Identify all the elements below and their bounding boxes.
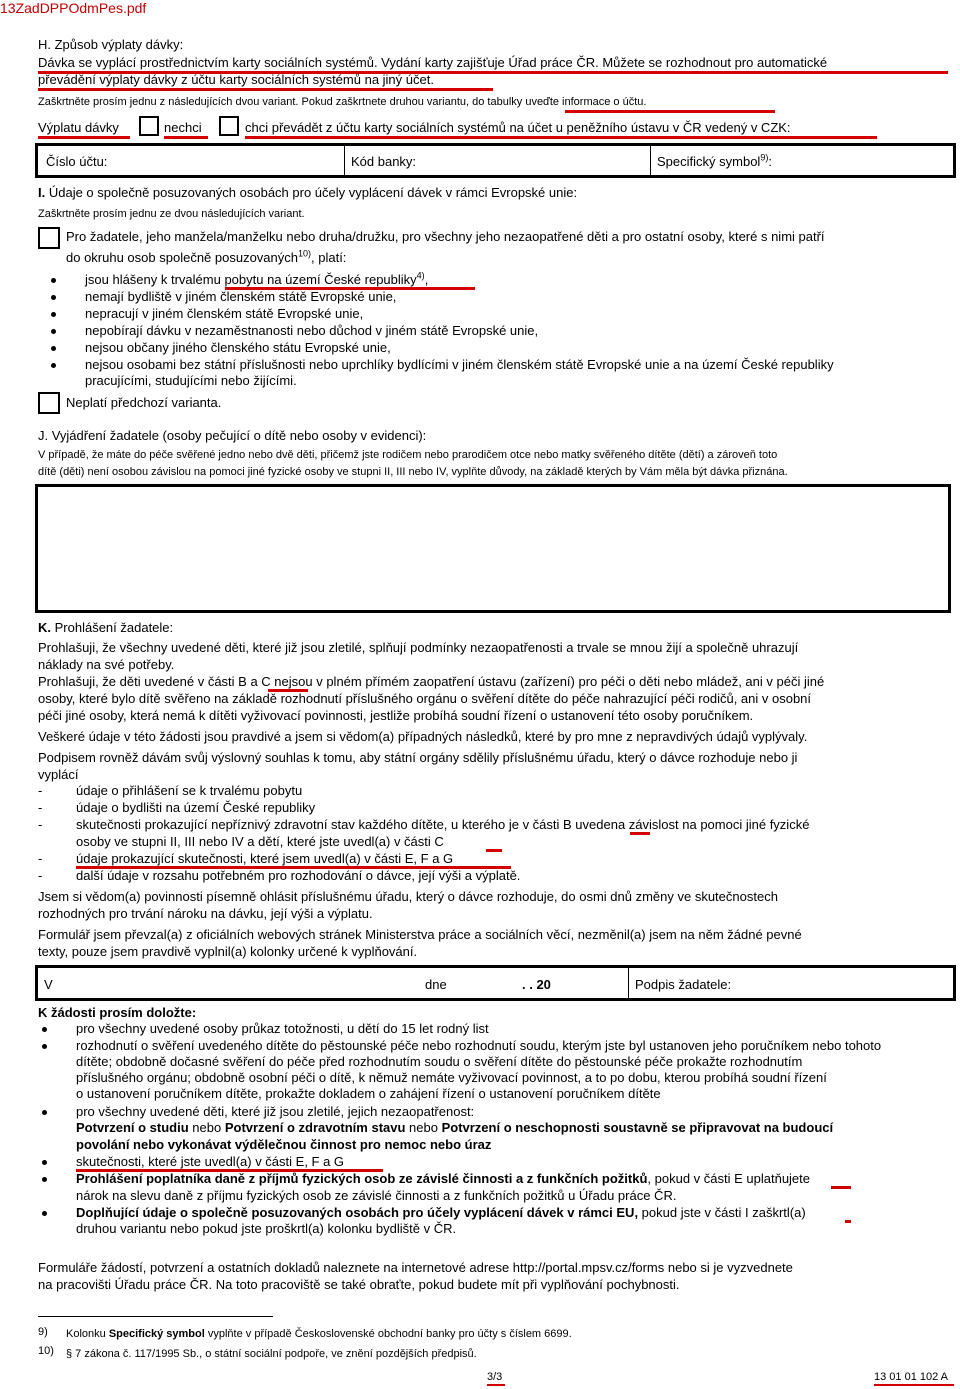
highlight-underline [831,1186,851,1189]
list-item: nejsou občany jiného členského státu Evropské unie, [85,340,391,355]
highlight-underline [874,1384,954,1386]
date-field[interactable] [425,977,447,998]
declaration-line: Podpisem rovněž dávám svůj výslovný souhlas k tomu, aby státní orgány sdělily příslušnému úřadu, který o dávce rozhoduje nebo ji [38,750,798,765]
list-item: jsou hlášeny k trvalému pobytu na území České republiky$^{4)}$, [85,270,429,287]
list-item: rozhodnutí o svěření uvedeného dítěte do pěstounské péče nebo rozhodnutí soudu, kterým jste byl ustanoven jeho poručníkem nebo tohoto [76,1038,882,1053]
list-item: Doplňující údaje o společně posuzovaných osobách pro účely vyplácení dávek v rámci EU, pokud jste v části I zaškrtl(a) [76,1205,806,1220]
list-item-continuation: dítěte; obdobně dočasné svěření do péče před rozhodnutím soudu o svěření dítěte do pěstounské péče prokažte rozhodnutím [76,1054,803,1069]
highlight-underline [38,136,130,139]
list-item-continuation: pracujícími, studujícími nebo žijícími. [85,373,297,388]
checkbox-eu-option2[interactable] [38,392,60,414]
highlight-underline [245,136,877,139]
section-k-title: Prohlášení žadatele: [51,620,174,635]
section-i-title: Údaje o společně posuzovaných osobách pro účely vyplácení dávek v rámci Evropské unie: [45,185,578,200]
bank-code-label: Kód banky: [351,154,417,169]
place-field[interactable] [44,977,53,998]
highlight-underline [630,832,650,835]
highlight-underline [486,849,502,852]
list-item-continuation: o ustanovení poručníkem dítěte, prokažte dokladem o zahájení řízení o ustanovení poručníkem dítěte [76,1086,661,1101]
declaration-line: rozhodných pro trvání nároku na dávku, její výši a výplatu. [38,906,373,921]
account-number-label: Číslo účtu: [46,154,108,169]
date-year-prefix: . . 20 [522,977,551,992]
list-item: skutečnosti, které jste uvedl(a) v části E, F a G [76,1154,345,1169]
checkbox-chci[interactable] [219,116,239,136]
signature-label: Podpis žadatele: [635,977,732,992]
declaration-line: vyplácí [38,767,79,782]
footnote-ref: 10) [298,248,312,259]
signature-field[interactable] [635,977,731,998]
footnote-ref: 9) [760,152,769,163]
footnote-ref: 4) [416,270,425,281]
declaration-line: osoby, které bylo dítě svěřeno na základě rozhodnutí příslušného orgánu o svěření dítěte do péče nahrazující péči rodičů, ani v osobní [38,691,812,706]
dash-marker: - [38,868,43,883]
specific-symbol-label: Specifický symbol [657,154,761,169]
eu-option1-line2 [66,250,346,266]
list-item: pro všechny uvedené osoby průkaz totožnosti, u dětí do 15 let rodný list [76,1021,489,1036]
option-nechci-label: nechci [164,120,202,135]
section-i-heading [38,185,577,201]
eu-option2-label: Neplatí předchozí varianta. [66,395,222,410]
eu-option1-text: do okruhu osob společně posuzovaných [66,250,298,265]
declaration-line: Formulář jsem převzal(a) z oficiálních webových stránek Ministerstva práce a sociálních věcí, nezměnil(a) jsem na něm žádné pevné [38,927,802,942]
eu-option1-line1: Pro žadatele, jeho manžela/manželku nebo druha/družku, pro všechny jeho nezaopatřené děti a pro ostatní osoby, které s nimi patří [66,229,825,244]
list-item: Prohlášení poplatníka daně z příjmů fyzických osob ze závislé činnosti a z funkčních požitků, pokud v části E uplatňujete [76,1171,811,1186]
declaration-line: texty, pouze jsem pravdivě vyplnil(a) kolonky určené k vyplňování. [38,944,418,959]
declaration-line: péči jiné osoby, která nemá k dítěti vyživovací povinnosti, jestliže probíhá soudní řízení o ustanovení této osoby poručníkem. [38,708,754,723]
specific-symbol-field[interactable] [657,154,772,175]
section-h-line2: převádění výplaty dávky z účtu karty sociálních systémů na jiný účet. [38,72,434,87]
list-item-continuation: Potvrzení o studiu nebo Potvrzení o zdravotním stavu nebo Potvrzení o neschopnosti soustavně se připravovat na budoucí [76,1120,834,1135]
highlight-underline [38,88,493,91]
section-h-note: Zaškrtněte prosím jednu z následujících dvou variant. Pokud zaškrtnete druhou variantu, do tabulky uveďte informace o účtu. [38,96,647,108]
signature-table [35,965,956,1001]
consent-item: další údaje v rozsahu potřebném pro rozhodování o dávce, její výši a výplatě. [76,868,521,883]
page-number: 3/3 [487,1371,503,1383]
highlight-underline [845,1220,851,1223]
reason-textarea[interactable] [35,484,951,613]
list-item: nepobírají dávku v nezaměstnanosti nebo důchod v jiném státě Evropské unie, [85,323,539,338]
list-item-continuation: druhou variantu nebo pokud jste proškrtl(a) kolonku bydliště v ČR. [76,1221,457,1236]
section-j-line2: dítě (děti) není osobou závislou na pomoci jiné fyzické osoby ve stupni II, III nebo IV, vyplňte důvody, na základě kterých by Vám měla být dávka přiznána. [38,466,788,478]
eu-option1-suffix: , platí: [311,250,347,265]
highlight-underline [487,1384,505,1386]
file-tab-label[interactable]: 13ZadDPPOdmPes.pdf [0,0,147,16]
list-item-continuation: příslušného orgánu; obdobně osobní péči o dítě, k němuž nemáte vyživovací povinnost, a to po dobu, kterou probíhá soudní řízení [76,1070,827,1085]
section-letter: I. [38,185,46,200]
dash-marker: - [38,851,43,866]
list-item: nepracují v jiném členském státě Evropské unie, [85,306,364,321]
footer-info-line: na pracovišti Úřadu práce ČR. Na toto pracoviště se také obraťte, pokud budete mít při vyplňování pochybnosti. [38,1277,680,1292]
list-item-continuation: povolání nebo vykonávat výdělečnou činnost pro nemoc nebo úraz [76,1137,492,1152]
list-item: nemají bydliště v jiném členském státě Evropské unie, [85,289,397,304]
section-k-heading [38,620,173,636]
checkbox-eu-option1[interactable] [38,227,60,249]
consent-item: údaje o přihlášení se k trvalému pobytu [76,783,303,798]
payout-label: Výplatu dávky [38,120,119,135]
bank-code-field[interactable] [351,154,416,175]
checkbox-nechci[interactable] [139,116,159,136]
declaration-line: náklady na své potřeby. [38,657,175,672]
bank-account-table [35,143,956,178]
declaration-line: Prohlašuji, že děti uvedené v části B a C nejsou v plném přímém zaopatření ústavu (zařízení) pro péči o děti nebo mládež, ani v péči jiné [38,674,825,689]
account-number-field[interactable] [46,154,107,175]
section-i-note: Zaškrtněte prosím jednu ze dvou následujících variant. [38,208,305,220]
footnote-divider [38,1316,273,1317]
consent-item: skutečnosti prokazující nepříznivý zdravotní stav každého dítěte, u kterého je v části B uvedena závislost na pomoci jiné fyzické [76,817,810,832]
footnote-number: 10) [38,1345,54,1357]
section-j-line1: V případě, že máte do péče svěřené jedno nebo dvě děti, přičemž jste rodičem nebo prarodičem otce nebo matky svěřeného dítěte (dětí) a zároveň toto [38,449,778,461]
declaration-line: Veškeré údaje v této žádosti jsou pravdivé a jsem si vědom(a) případných následků, které by pro mne z nepravdivých údajů vyplývaly. [38,729,808,744]
consent-item: údaje o bydlišti na území České republiky [76,800,316,815]
dash-marker: - [38,800,43,815]
footnote-number: 9) [38,1326,48,1338]
declaration-line: Prohlašuji, že všechny uvedené děti, které již jsou zletilé, splňují podmínky nezaopatřenosti a trvale se mnou žijí a společně uhrazují [38,640,799,655]
date-label: dne [425,977,447,992]
section-h-heading: H. Způsob výplaty dávky: [38,37,184,52]
consent-item: osoby ve stupni II, III nebo IV a dětí, které jste uvedl(a) v části C [76,834,444,849]
list-item: pro všechny uvedené děti, které již jsou zletilé, jejich nezaopatřenost: [76,1104,475,1119]
footer-info-line: Formuláře žádostí, potvrzení a ostatních dokladů naleznete na internetové adrese http://portal.mpsv.cz/forms nebo si je vyzvednete [38,1260,793,1275]
dash-marker: - [38,817,43,832]
list-item: nejsou osobami bez státní příslušnosti nebo uprchlíky bydlícími v jiném členském státě Evropské unie a na území České republiky [85,357,834,372]
section-letter: K. [38,620,51,635]
declaration-line: Jsem si vědom(a) povinnosti písemně ohlásit příslušnému úřadu, který o dávce rozhoduje, do osmi dnů změny ve skutečnostech [38,889,778,904]
section-j-heading: J. Vyjádření žadatele (osoby pečující o dítě nebo osoby v evidenci): [38,428,427,443]
form-code: 13 01 01 102 A [874,1371,949,1383]
consent-item: údaje prokazující skutečnosti, které jsem uvedl(a) v části E, F a G [76,851,454,866]
list-item-continuation: nárok na slevu daně z příjmu fyzických osob ze závislé činnosti a z funkčních požitků u Úřadu práce ČR. [76,1188,677,1203]
highlight-underline [164,136,208,139]
attachments-heading: K žádosti prosím doložte: [38,1005,197,1020]
dash-marker: - [38,783,43,798]
option-chci-label: chci převádět z účtu karty sociálních systémů na účet u peněžního ústavu v ČR vedený v CZK: [245,120,791,135]
footnote-text: § 7 zákona č. 117/1995 Sb., o státní sociální podpoře, ve znění pozdějších předpisů. [66,1348,477,1360]
place-label: V [44,977,53,992]
footnote-text: Kolonku Specifický symbol vyplňte v případě Československé obchodní banky pro účty s číslem 6699. [66,1328,572,1340]
highlight-underline [565,110,775,113]
colon: : [768,154,772,169]
section-h-line1: Dávka se vyplácí prostřednictvím karty sociálních systémů. Vydání karty zajišťuje Úřad práce ČR. Můžete se rozhodnout pro automatické [38,55,828,70]
